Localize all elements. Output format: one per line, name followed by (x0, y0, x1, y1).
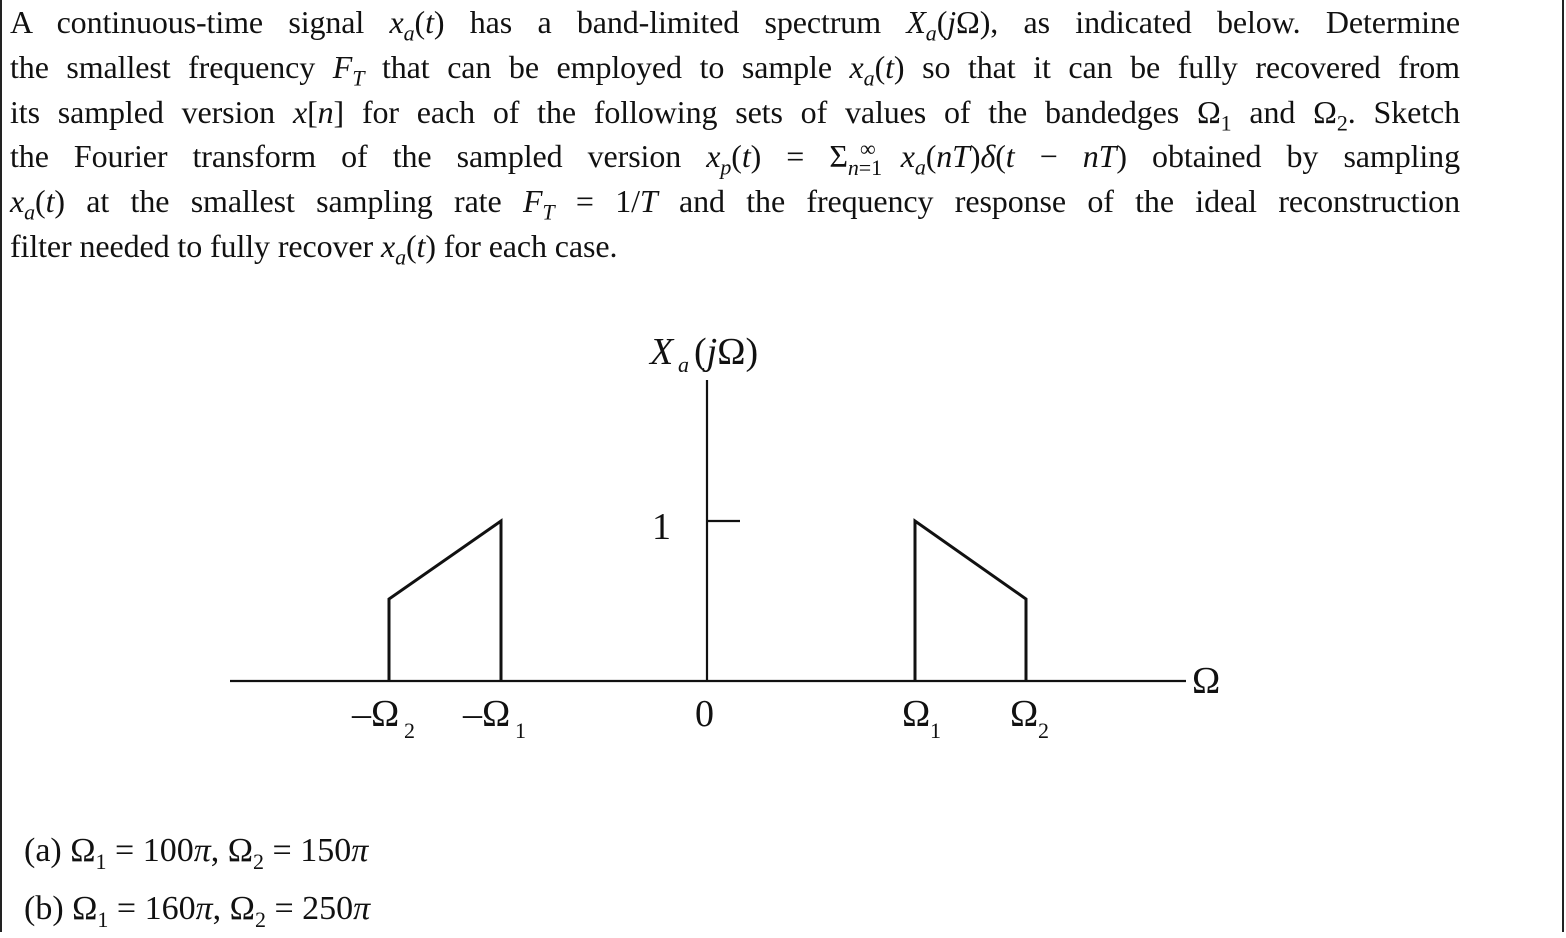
negative-band-shape (389, 521, 501, 681)
height-tick-label: 1 (652, 506, 671, 548)
part-a: (a) $\Omega_1 = 100\pi$, $\Omega_2 = 150\pi$ (24, 832, 369, 874)
y-axis-label-sub: a (678, 352, 689, 377)
tick-label-omega1-sub: 1 (930, 718, 941, 743)
tick-label-neg-omega2-sub: 2 (404, 718, 415, 743)
tick-label-neg-omega1-sub: 1 (515, 718, 526, 743)
problem-parts (24, 822, 370, 938)
positive-band-shape (915, 521, 1026, 681)
problem-line-6: filter needed to fully recover $x_a(t)$ for each case. (10, 227, 618, 270)
tick-label-omega2-sub: 2 (1038, 718, 1049, 743)
problem-line-4: the Fourier transform of the sampled version $x_p(t) = \Sigma_{n=1}^\infty$ $x_a(nT)\delta(t - nT)$ obtained by sampling (10, 135, 1460, 180)
x-axis-label: Ω (1192, 660, 1221, 702)
tick-label-neg-omega1: –Ω (463, 693, 511, 735)
part-b: (b) $\Omega_1 = 160\pi$, $\Omega_2 = 250\pi$ (24, 890, 371, 932)
tick-label-neg-omega2: –Ω (352, 693, 400, 735)
problem-line-5: $x_a(t)$ at the smallest sampling rate $F_T = 1/T$ and the frequency response of the ideal reconstruction (10, 183, 1460, 225)
problem-line-3: its sampled version x[n] for each of the following sets of values of the bandedges $\Omega_1$ and $\Omega_2$. Sketch (10, 93, 1460, 135)
y-axis-label: X (650, 331, 674, 373)
tick-label-omega1: Ω (902, 693, 931, 735)
tick-label-zero: 0 (695, 693, 714, 735)
y-axis-label-arg: (jΩ) (694, 331, 759, 373)
tick-label-omega2: Ω (1010, 693, 1039, 735)
problem-line-1: A continuous-time signal $x_a(t)$ has a band-limited spectrum $X_a(j\Omega)$, as indicated below. Determine (10, 4, 1460, 46)
problem-line-2: the smallest frequency $F_T$ that can be employed to sample $x_a(t)$ so that it can be fully recovered from (10, 48, 1460, 91)
